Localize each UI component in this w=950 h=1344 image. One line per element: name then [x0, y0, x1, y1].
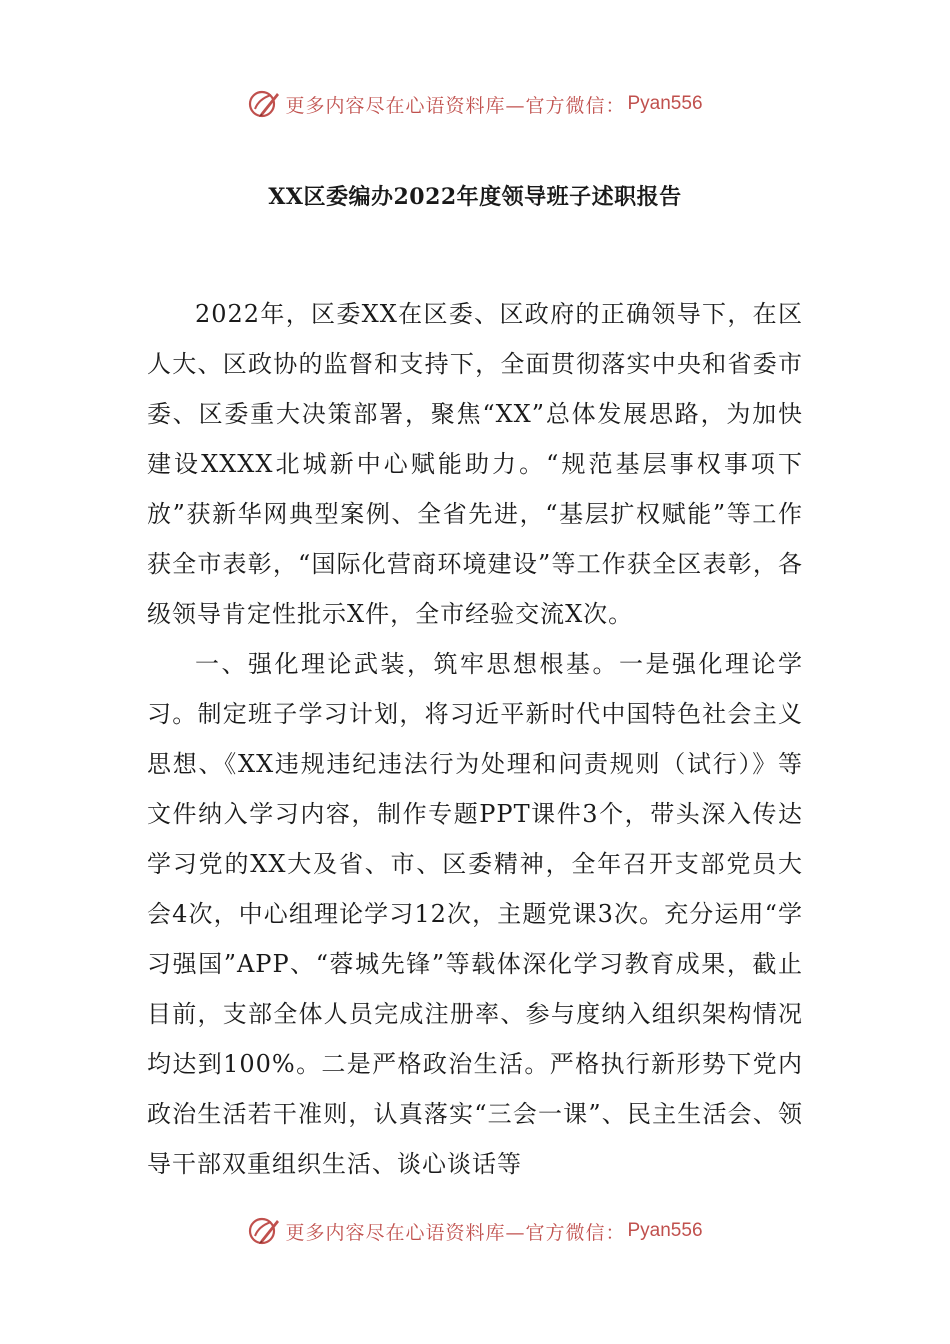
paragraph: 一、强化理论武装，筑牢思想根基。一是强化理论学习。制定班子学习计划，将习近平新时代中国特色社会主义思想、《XX违规违纪违法行为处理和问责规则（试行）》等文件纳入学习内容，制作专题PPT课件3个，带头深入传达学习党的XX大及省、市、区委精神，全年召开支部党员大会4次，中心组理论学习12次，主题党课3次。充分运用“学习强国”APP、“蓉城先锋”等载体深化学习教育成果，截止目前，支部全体人员完成注册率、参与度纳入组织架构情况均达到100%。二是严格政治生活。严格执行新形势下党内政治生活若干准则，认真落实“三会一课”、民主生活会、领导干部双重组织生活、谈心谈话等: [147, 650, 803, 1178]
pen-logo-icon: [247, 87, 281, 121]
watermark-text: 更多内容尽在心语资料库—官方微信：: [285, 1221, 626, 1244]
pen-logo-icon: [247, 1214, 281, 1248]
watermark-text: 更多内容尽在心语资料库—官方微信：: [285, 94, 626, 117]
watermark-id: Pyan556: [627, 93, 703, 114]
watermark-header: [0, 84, 950, 124]
document-body: [147, 289, 803, 1189]
paragraph: 2022年，区委XX在区委、区政府的正确领导下，在区人大、区政协的监督和支持下，全面贯彻落实中央和省委市委、区委重大决策部署，聚焦“XX”总体发展思路，为加快建设XXXX北城新中心赋能助力。“规范基层事权事项下放”获新华网典型案例、全省先进，“基层扩权赋能”等工作获全市表彰，“国际化营商环境建设”等工作获全区表彰，各级领导肯定性批示X件，全市经验交流X次。: [147, 300, 803, 628]
watermark-id: Pyan556: [627, 1220, 703, 1241]
document-title: XX区委编办2022年度领导班子述职报告: [268, 184, 682, 210]
watermark-footer: [0, 1211, 950, 1251]
